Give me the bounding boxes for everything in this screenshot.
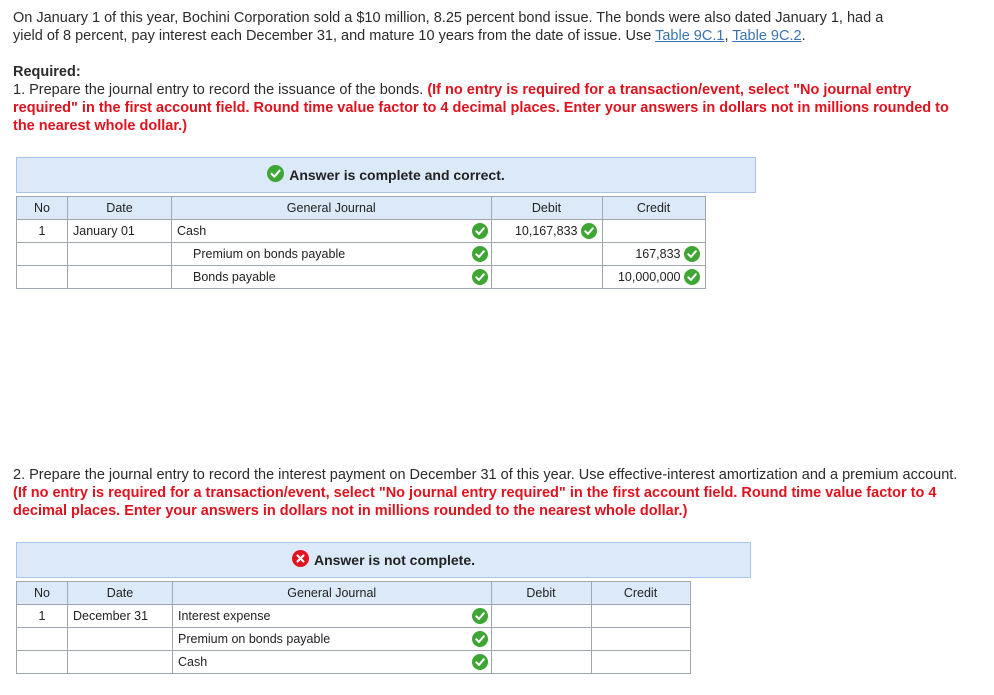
col-date: Date xyxy=(68,582,173,605)
check-icon xyxy=(684,246,700,262)
debit-field[interactable] xyxy=(491,651,591,674)
journal-row xyxy=(17,628,691,651)
entry-date xyxy=(68,651,173,674)
col-general-journal: General Journal xyxy=(172,197,492,220)
q1-instruction: (If no entry is required for a transaction/event, select "No journal entry required" in the first account field. Round time value factor to 4 decimal places. Enter your answers in dollars not in millions rounded to the nearest whole dollar.) xyxy=(13,82,949,134)
entry-date xyxy=(68,266,172,289)
problem-statement: On January 1 of this year, Bochini Corporation sold a $10 million, 8.25 percent bond issue. The bonds were also dated January 1, had a yield of 8 percent, pay interest each December 31, and mature 10 years from the date of issue. Use Table 9C.1, Table 9C.2. xyxy=(13,10,884,44)
entry-date xyxy=(68,243,172,266)
journal-row xyxy=(17,605,691,628)
entry-number xyxy=(17,628,68,651)
check-icon xyxy=(469,605,492,628)
answer-status-banner-2 xyxy=(16,542,751,578)
check-icon xyxy=(684,269,700,285)
journal-row xyxy=(17,266,706,289)
entry-number xyxy=(17,651,68,674)
journal-row xyxy=(17,243,706,266)
account-field[interactable]: Premium on bonds payable xyxy=(173,628,469,651)
account-field[interactable]: Cash xyxy=(173,651,469,674)
table-9c2-link[interactable]: Table 9C.2 xyxy=(732,28,802,44)
answer-status-banner-1 xyxy=(16,157,756,193)
col-no: No xyxy=(17,582,68,605)
journal-row xyxy=(17,651,691,674)
x-circle-icon xyxy=(292,550,309,570)
credit-field[interactable]: 10,000,000 xyxy=(602,266,705,289)
check-icon xyxy=(469,628,492,651)
col-debit: Debit xyxy=(491,197,602,220)
intro-line-1: On January 1 of this year, Bochini Corporation sold a $10 million, 8.25 percent bond issue. The bonds were also dated January 1, had a xyxy=(13,10,884,26)
entry-date: December 31 xyxy=(68,605,173,628)
journal-table-1 xyxy=(16,196,706,289)
credit-field[interactable]: 167,833 xyxy=(602,243,705,266)
q2-text: 2. Prepare the journal entry to record the interest payment on December 31 of this year. Use effective-interest amortization and a premium account. xyxy=(13,467,958,483)
required-section xyxy=(13,63,968,135)
col-date: Date xyxy=(68,197,172,220)
col-general-journal: General Journal xyxy=(173,582,492,605)
entry-number xyxy=(17,266,68,289)
intro-line-2: yield of 8 percent, pay interest each December 31, and mature 10 years from the date of issue. Use xyxy=(13,28,656,44)
journal-header-row xyxy=(17,582,691,605)
account-field[interactable]: Bonds payable xyxy=(172,266,469,289)
col-debit: Debit xyxy=(491,582,591,605)
entry-number: 1 xyxy=(17,605,68,628)
banner-1-text: Answer is complete and correct. xyxy=(289,167,505,183)
account-field[interactable]: Interest expense xyxy=(173,605,469,628)
table-9c1-link[interactable]: Table 9C.1 xyxy=(655,28,725,44)
col-credit: Credit xyxy=(591,582,690,605)
check-icon xyxy=(469,266,492,289)
account-field[interactable]: Cash xyxy=(172,220,469,243)
journal-header-row xyxy=(17,197,706,220)
credit-field[interactable] xyxy=(591,628,690,651)
credit-field[interactable] xyxy=(602,220,705,243)
q1-text: 1. Prepare the journal entry to record the issuance of the bonds. xyxy=(13,82,428,98)
q2-instruction: (If no entry is required for a transaction/event, select "No journal entry required" in the first account field. Round time value factor to 4 decimal places. Enter your answers in dollars not in millions rounded to the nearest whole dollar.) xyxy=(13,485,937,519)
debit-field[interactable] xyxy=(491,243,602,266)
q2-section xyxy=(13,466,968,520)
check-circle-icon xyxy=(267,165,284,185)
debit-field[interactable] xyxy=(491,605,591,628)
check-icon xyxy=(469,220,492,243)
required-heading: Required: xyxy=(13,64,81,80)
debit-field[interactable]: 10,167,833 xyxy=(491,220,602,243)
entry-date: January 01 xyxy=(68,220,172,243)
credit-field[interactable] xyxy=(591,651,690,674)
col-credit: Credit xyxy=(602,197,705,220)
check-icon xyxy=(581,223,597,239)
journal-row xyxy=(17,220,706,243)
check-icon xyxy=(469,651,492,674)
debit-field[interactable] xyxy=(491,266,602,289)
banner-2-text: Answer is not complete. xyxy=(313,552,476,568)
journal-table-2 xyxy=(16,581,691,674)
col-no: No xyxy=(17,197,68,220)
check-icon xyxy=(469,243,492,266)
account-field[interactable]: Premium on bonds payable xyxy=(172,243,469,266)
entry-number: 1 xyxy=(17,220,68,243)
debit-field[interactable] xyxy=(491,628,591,651)
entry-date xyxy=(68,628,173,651)
entry-number xyxy=(17,243,68,266)
credit-field[interactable] xyxy=(591,605,690,628)
